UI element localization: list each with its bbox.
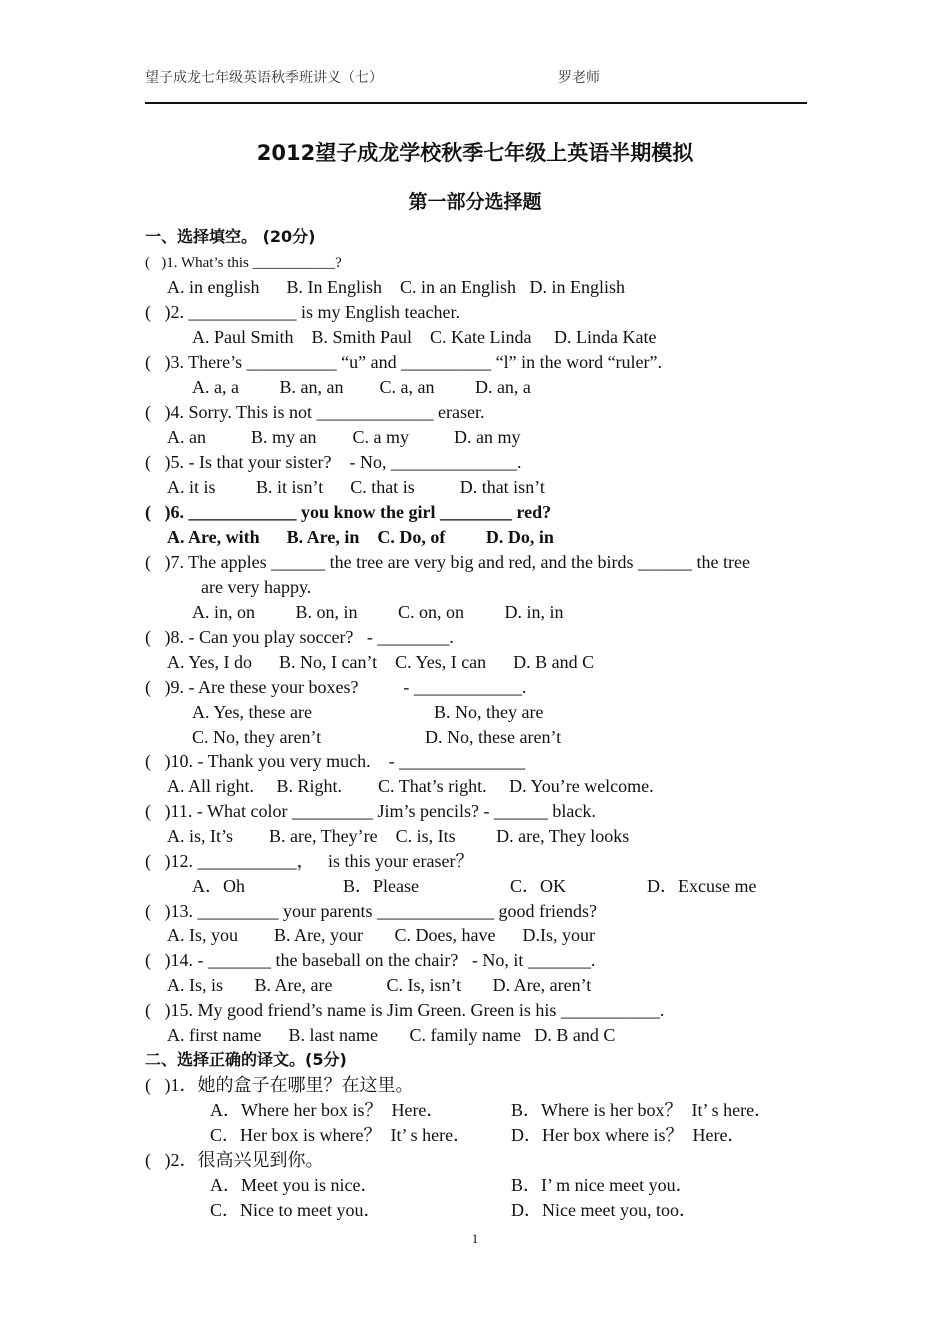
s2-q1-stem: ( )1．她的盒子在哪里？在这里。	[145, 1075, 414, 1095]
q13-stem: ( )13. _________ your parents _____________ good friends?	[145, 901, 597, 921]
page-subtitle: 第一部分选择题	[408, 191, 542, 213]
s2-q1-option-a: A．Where her box is？ Here．	[210, 1100, 445, 1120]
q1-stem: ( )1. What’s this ___________?	[145, 255, 342, 271]
q2-options: A. Paul Smith B. Smith Paul C. Kate Linda D. Linda Kate	[192, 327, 657, 347]
q6-stem: ( )6. ____________ you know the girl ________ red?	[145, 502, 552, 522]
q8-options: A. Yes, I do B. No, I can’t C. Yes, I can D. B and C	[167, 652, 595, 672]
s2-q1-option-c: C．Her box is where？ It’ s here．	[210, 1125, 472, 1145]
q15-stem: ( )15. My good friend’s name is Jim Green. Green is his ___________.	[145, 1000, 665, 1020]
s2-q1-option-b: B．Where is her box？ It’ s here．	[511, 1100, 773, 1120]
q3-options: A. a, a B. an, an C. a, an D. an, a	[192, 377, 531, 397]
q4-stem: ( )4. Sorry. This is not _____________ eraser.	[145, 402, 485, 422]
header-right: 罗老师	[558, 70, 600, 86]
q10-stem: ( )10. - Thank you very much. - ______________	[145, 751, 526, 771]
s2-q2-option-c: C．Nice to meet you．	[210, 1200, 382, 1220]
page-title: 2012望子成龙学校秋季七年级上英语半期模拟	[256, 141, 694, 165]
q9-option-a: A. Yes, these are	[192, 702, 312, 722]
s2-q2-option-a: A．Meet you is nice．	[210, 1175, 379, 1195]
q3-stem: ( )3. There’s __________ “u” and __________ “l” in the word “ruler”.	[145, 352, 663, 372]
q11-options: A. is, It’s B. are, They’re C. is, Its D. are, They looks	[167, 826, 630, 846]
section1-heading: 一、选择填空。 (20分)	[145, 227, 316, 246]
section2-heading: 二、选择正确的译文。(5分)	[145, 1050, 347, 1069]
q7-stem: ( )7. The apples ______ the tree are very big and red, and the birds ______ the tree	[145, 552, 750, 572]
s2-q2-option-d: D．Nice meet you, too．	[511, 1200, 697, 1220]
q12-option-b: B．Please	[343, 876, 419, 896]
q14-options: A. Is, is B. Are, are C. Is, isn’t D. Are, aren’t	[167, 975, 592, 995]
q7-stem-continued: are very happy.	[201, 577, 312, 597]
header-left: 望子成龙七年级英语秋季班讲义（七）	[145, 70, 383, 86]
q2-stem: ( )2. ____________ is my English teacher.	[145, 302, 460, 322]
q12-option-d: D．Excuse me	[647, 876, 757, 896]
s2-q2-stem: ( )2．很高兴见到你。	[145, 1150, 324, 1170]
header-rule	[145, 102, 807, 104]
q5-stem: ( )5. - Is that your sister? - No, ______________.	[145, 452, 522, 472]
q12-option-c: C．OK	[510, 876, 567, 896]
q10-options: A. All right. B. Right. C. That’s right. D. You’re welcome.	[167, 776, 654, 796]
q12-stem: ( )12. ___________， is this your eraser？	[145, 851, 474, 871]
s2-q2-option-b: B．I’ m nice meet you．	[511, 1175, 694, 1195]
q11-stem: ( )11. - What color _________ Jim’s pencils? - ______ black.	[145, 801, 596, 821]
q6-options: A. Are, with B. Are, in C. Do, of D. Do, in	[167, 527, 554, 547]
q9-option-c: C. No, they aren’t	[192, 727, 322, 747]
q15-options: A. first name B. last name C. family name D. B and C	[167, 1025, 616, 1045]
q1-options: A. in english B. In English C. in an English D. in English	[167, 277, 625, 297]
q8-stem: ( )8. - Can you play soccer? - ________.	[145, 627, 454, 647]
page-number: 1	[471, 1231, 479, 1246]
q9-option-d: D. No, these aren’t	[425, 727, 562, 747]
q13-options: A. Is, you B. Are, your C. Does, have D.Is, your	[167, 925, 595, 945]
s2-q1-option-d: D．Her box where is？ Here．	[511, 1125, 746, 1145]
q7-options: A. in, on B. on, in C. on, on D. in, in	[192, 602, 564, 622]
q12-option-a: A．Oh	[192, 876, 245, 896]
q4-options: A. an B. my an C. a my D. an my	[167, 427, 521, 447]
q14-stem: ( )14. - _______ the baseball on the chair? - No, it _______.	[145, 950, 596, 970]
q9-option-b: B. No, they are	[434, 702, 544, 722]
q9-stem: ( )9. - Are these your boxes? - ____________.	[145, 677, 527, 697]
q5-options: A. it is B. it isn’t C. that is D. that isn’t	[167, 477, 545, 497]
